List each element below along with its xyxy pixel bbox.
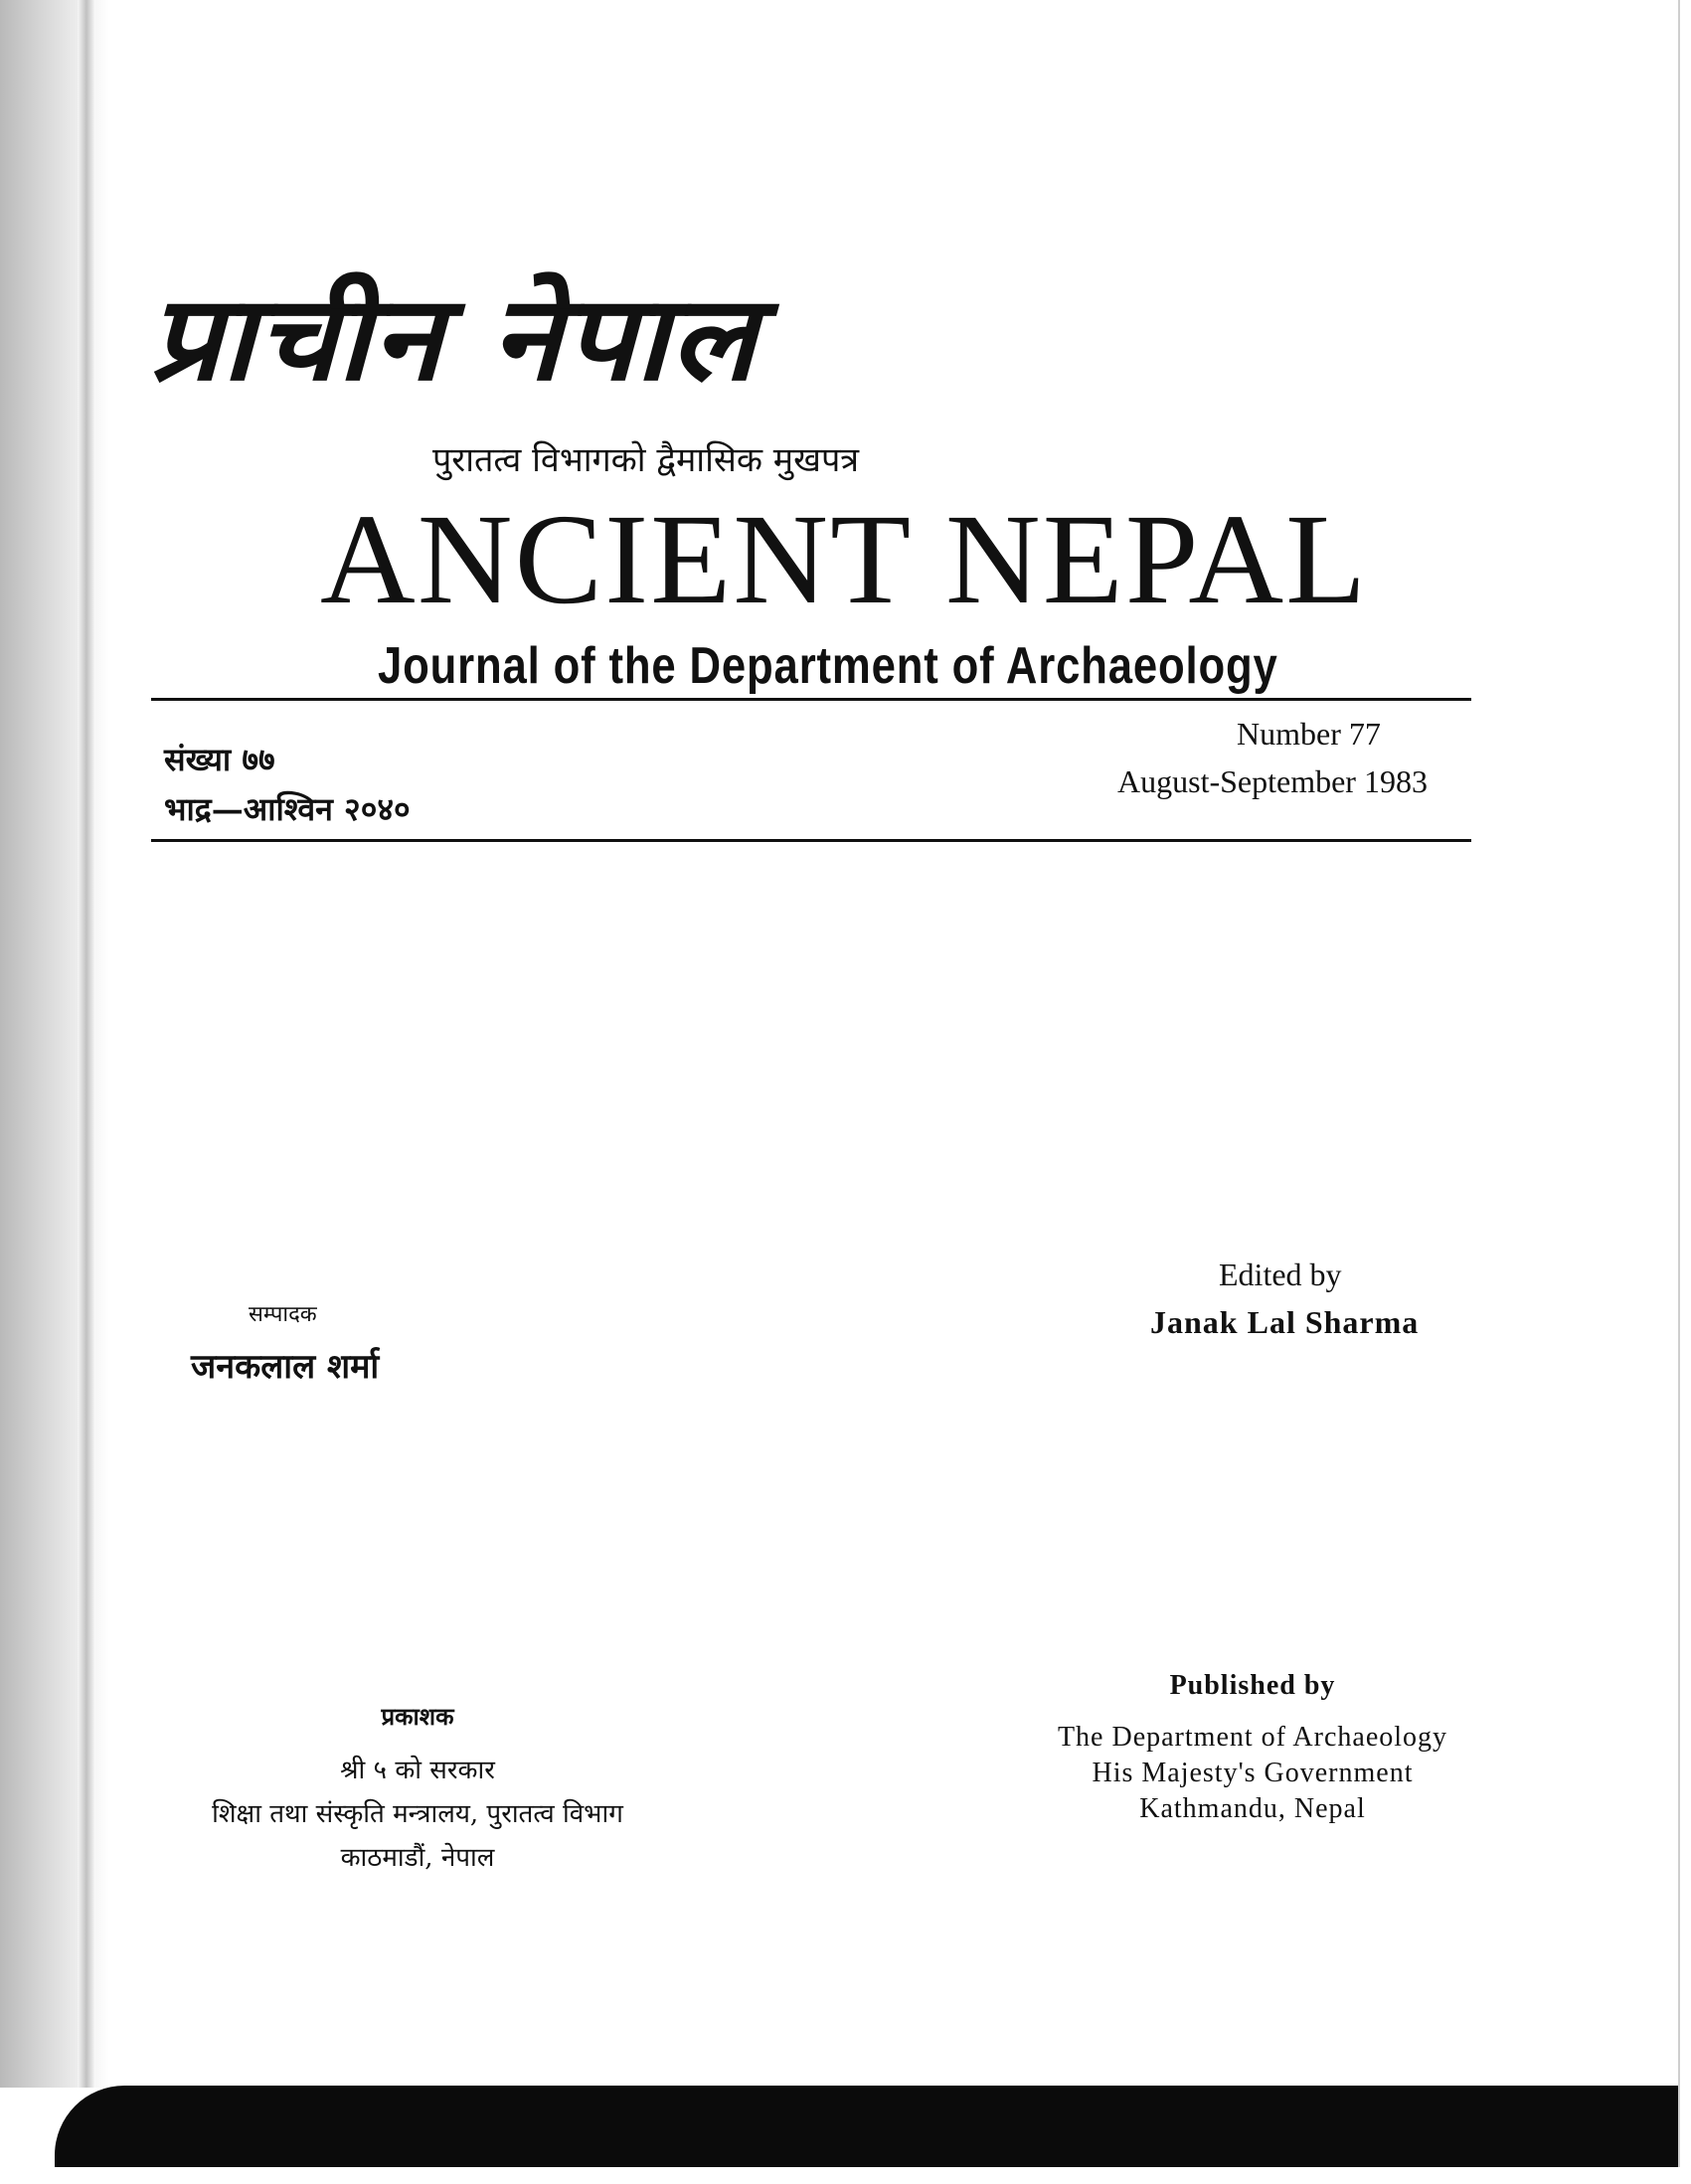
publisher-line-devanagari: काठमाडौं, नेपाल <box>340 1843 495 1873</box>
publisher-line-english: The Department of Archaeology <box>1057 1722 1448 1753</box>
issue-date-devanagari: भाद्र—आश्विन २०४० <box>164 790 411 828</box>
divider-bottom <box>151 839 1471 842</box>
editor-name-english: Janak Lal Sharma <box>1150 1304 1420 1340</box>
issue-number-devanagari: संख्या ७७ <box>164 741 275 778</box>
publisher-line-devanagari: शिक्षा तथा संस्कृति मन्त्रालय, पुरातत्व विभाग <box>212 1799 623 1829</box>
editor-label-english: Edited by <box>1219 1257 1342 1292</box>
issue-number-english: Number 77 <box>1237 716 1381 752</box>
scan-spine-edge <box>78 0 95 2088</box>
publisher-line-english: His Majesty's Government <box>1092 1758 1414 1788</box>
issue-date-english: August-September 1983 <box>1117 763 1428 799</box>
divider-top <box>151 698 1471 701</box>
publisher-block-devanagari <box>179 1700 656 1880</box>
publisher-line-devanagari: श्री ५ को सरकार <box>340 1756 495 1785</box>
journal-line: Journal of the Department of Archaeology <box>378 637 1278 695</box>
masthead-title-english: ANCIENT NEPAL <box>320 488 1369 631</box>
publisher-label-english: Published by <box>1169 1670 1336 1701</box>
page-right-edge <box>1678 0 1680 2167</box>
publisher-line-english: Kathmandu, Nepal <box>1139 1793 1366 1824</box>
publisher-block-english <box>1044 1670 1461 1827</box>
editor-label-devanagari: सम्पादक <box>249 1302 317 1327</box>
masthead-title-devanagari: प्राचीन नेपाल <box>149 268 759 407</box>
masthead-subtitle-devanagari: पुरातत्व विभागको द्वैमासिक मुखपत्र <box>432 440 860 480</box>
editor-name-devanagari: जनकलाल शर्मा <box>191 1347 380 1387</box>
publisher-label-devanagari: प्रकाशक <box>381 1702 454 1731</box>
scan-bottom-border <box>55 2086 1678 2167</box>
